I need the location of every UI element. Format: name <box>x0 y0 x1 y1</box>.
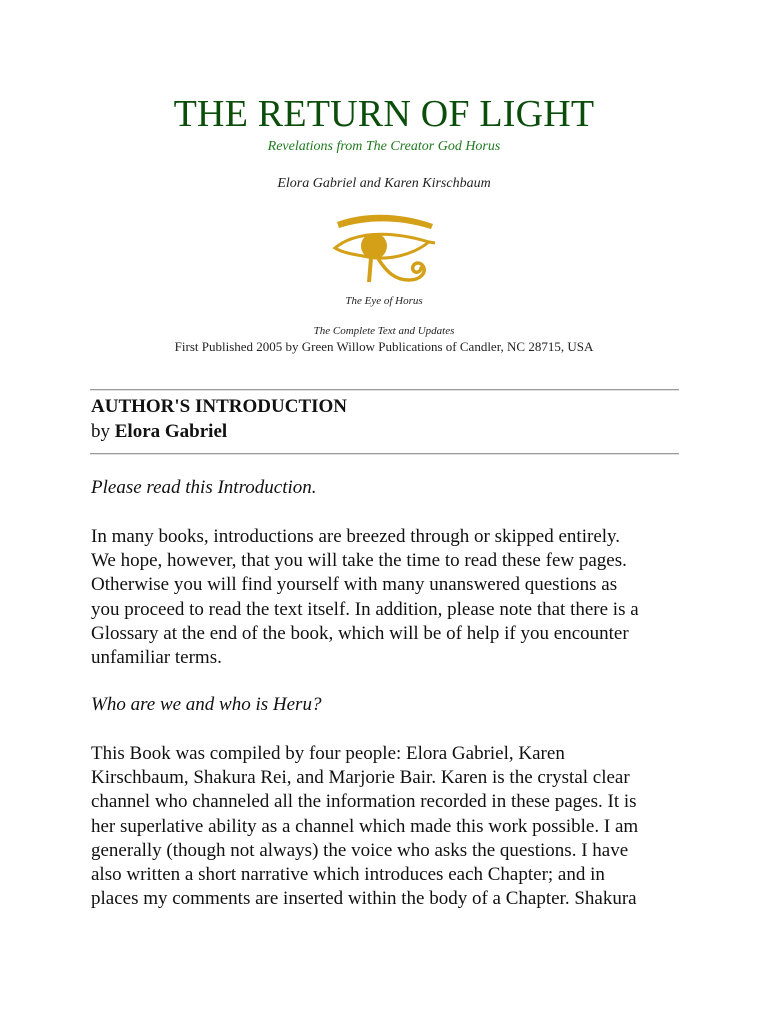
intro-note: Please read this Introduction. <box>91 477 317 498</box>
text-line: generally (though not always) the voice who asks the questions. I have <box>91 839 629 861</box>
text-line: places my comments are inserted within the body of a Chapter. Shakura <box>91 888 637 910</box>
text-line: you proceed to read the text itself. In addition, please note that there is a <box>91 598 639 620</box>
section-heading: AUTHOR'S INTRODUCTION <box>91 396 348 417</box>
text-line: In many books, introductions are breezed through or skipped entirely. <box>91 526 621 547</box>
publication-line: First Published 2005 by Green Willow Publications of Candler, NC 28715, USA <box>174 339 594 354</box>
text-line: Kirschbaum, Shakura Rei, and Marjorie Bair. Karen is the crystal clear <box>91 767 630 789</box>
paragraph-intro <box>91 525 691 670</box>
byline-author: Elora Gabriel <box>114 421 228 442</box>
byline-prefix: by <box>91 421 110 442</box>
edition-note: The Complete Text and Updates <box>313 325 455 337</box>
text-line: We hope, however, that you will take the time to read these few pages. <box>91 550 627 572</box>
section-byline <box>91 421 227 443</box>
question-heading: Who are we and who is Heru? <box>91 694 322 715</box>
text-line: unfamiliar terms. <box>91 647 222 669</box>
text-line: This Book was compiled by four people: Elora Gabriel, Karen <box>91 743 565 764</box>
horizontal-rule-bottom <box>90 453 679 455</box>
horizontal-rule-top <box>90 389 679 391</box>
logo-caption: The Eye of Horus <box>345 295 423 307</box>
text-line: her superlative ability as a channel which made this work possible. I am <box>91 815 639 837</box>
text-line: Otherwise you will find yourself with many unanswered questions as <box>91 574 618 596</box>
text-line: Glossary at the end of the book, which will be of help if you encounter <box>91 622 629 644</box>
book-subtitle: Revelations from The Creator God Horus <box>267 139 501 154</box>
eye-of-horus-icon <box>329 210 437 294</box>
text-line: channel who channeled all the information recorded in these pages. It is <box>91 791 637 813</box>
text-line: also written a short narrative which introduces each Chapter; and in <box>91 864 605 886</box>
paragraph-compilers <box>91 742 691 911</box>
book-authors: Elora Gabriel and Karen Kirschbaum <box>277 176 491 191</box>
book-title: THE RETURN OF LIGHT <box>173 93 595 135</box>
